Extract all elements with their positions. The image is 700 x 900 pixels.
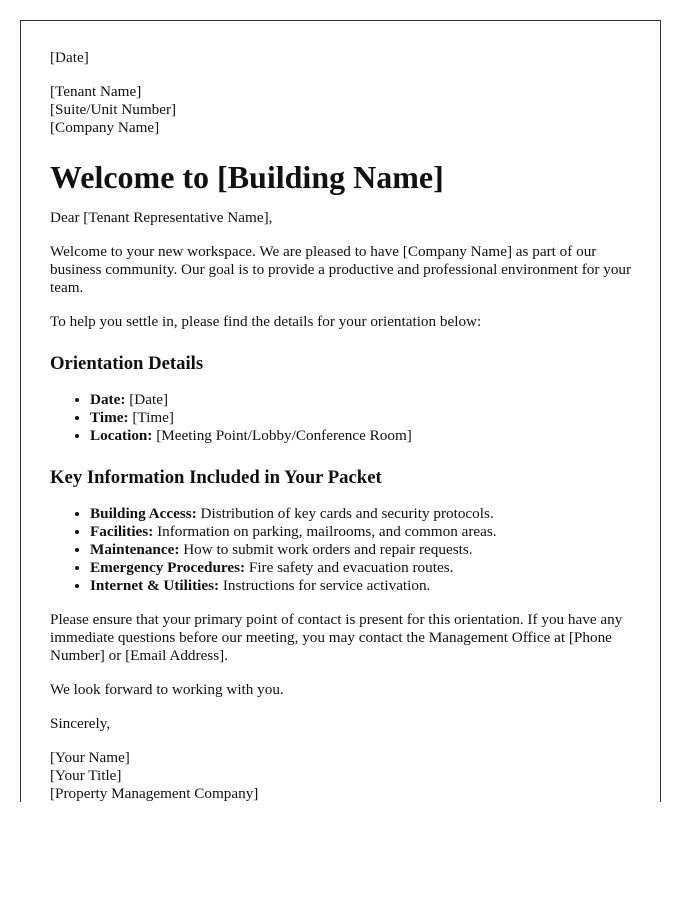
list-item xyxy=(90,523,640,541)
signer-name: [Your Name] xyxy=(50,749,130,766)
item-value: [Meeting Point/Lobby/Conference Room] xyxy=(152,427,412,444)
list-item xyxy=(90,427,640,445)
item-label: Location: xyxy=(90,427,153,444)
company-name: [Company Name] xyxy=(50,119,160,136)
help-paragraph: To help you settle in, please find the details for your orientation below: xyxy=(50,313,482,330)
orientation-list xyxy=(50,391,640,445)
item-value: Instructions for service activation. xyxy=(219,577,431,594)
item-value: Information on parking, mailrooms, and common areas. xyxy=(153,523,497,540)
signature-block xyxy=(50,749,640,802)
closing-line: We look forward to working with you. xyxy=(50,681,284,698)
salutation: Dear [Tenant Representative Name], xyxy=(50,209,273,226)
orientation-heading: Orientation Details xyxy=(50,353,204,374)
item-value: How to submit work orders and repair requests. xyxy=(179,541,473,558)
item-label: Emergency Procedures: xyxy=(90,559,246,576)
intro-paragraph: Welcome to your new workspace. We are pleased to have [Company Name] as part of our business community. Our goal is to provide a productive and professional environment for your team. xyxy=(50,243,632,296)
letter-title: Welcome to [Building Name] xyxy=(50,159,444,195)
signer-company: [Property Management Company] xyxy=(50,785,259,802)
list-item xyxy=(90,541,640,559)
item-value: Fire safety and evacuation routes. xyxy=(245,559,454,576)
item-label: Facilities: xyxy=(90,523,154,540)
item-label: Maintenance: xyxy=(90,541,180,558)
packet-heading: Key Information Included in Your Packet xyxy=(50,467,382,488)
signer-title: [Your Title] xyxy=(50,767,122,784)
suite-number: [Suite/Unit Number] xyxy=(50,101,177,118)
letter-page xyxy=(20,20,661,802)
list-item xyxy=(90,505,640,523)
recipient-address xyxy=(50,83,640,137)
list-item xyxy=(90,577,640,595)
packet-list xyxy=(50,505,640,595)
list-item xyxy=(90,391,640,409)
item-value: Distribution of key cards and security protocols. xyxy=(196,505,494,522)
tenant-name: [Tenant Name] xyxy=(50,83,142,100)
list-item xyxy=(90,409,640,427)
contact-paragraph: Please ensure that your primary point of contact is present for this orientation. If you have any immediate questions before our meeting, you may contact the Management Office at [Phone Number] or [Email Address]. xyxy=(50,611,623,664)
item-label: Building Access: xyxy=(90,505,197,522)
letter-content xyxy=(50,49,640,802)
list-item xyxy=(90,559,640,577)
signoff: Sincerely, xyxy=(50,715,111,732)
item-label: Time: xyxy=(90,409,129,426)
item-value: [Date] xyxy=(125,391,169,408)
item-value: [Time] xyxy=(128,409,174,426)
letter-date: [Date] xyxy=(50,49,89,66)
item-label: Internet & Utilities: xyxy=(90,577,220,594)
item-label: Date: xyxy=(90,391,126,408)
